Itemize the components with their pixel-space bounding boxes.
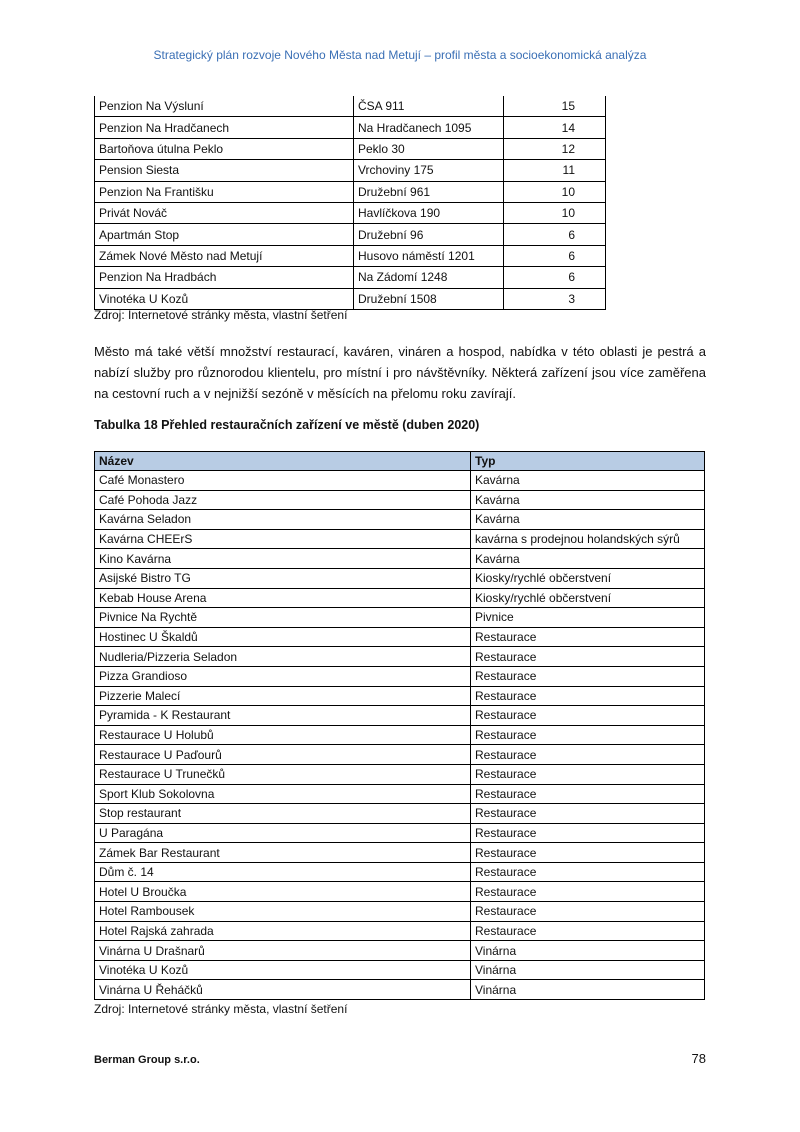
table-cell-name: Penzion Na Hradbách bbox=[95, 267, 354, 288]
page-number: 78 bbox=[691, 1051, 706, 1066]
table-row bbox=[95, 921, 705, 941]
table-cell-name: Café Pohoda Jazz bbox=[95, 490, 471, 510]
table-cell-type: Restaurace bbox=[471, 627, 705, 647]
table-cell-type: Kiosky/rychlé občerstvení bbox=[471, 588, 705, 608]
table-cell-type: Restaurace bbox=[471, 666, 705, 686]
table-cell-capacity: 12 bbox=[504, 138, 606, 159]
table-cell-name: Apartmán Stop bbox=[95, 224, 354, 245]
table-cell-name: Sport Klub Sokolovna bbox=[95, 784, 471, 804]
table-cell-type: Restaurace bbox=[471, 725, 705, 745]
table-row bbox=[95, 267, 606, 288]
table-cell-type: Vinárna bbox=[471, 941, 705, 961]
table-cell-name: Restaurace U Holubů bbox=[95, 725, 471, 745]
table-row bbox=[95, 764, 705, 784]
table-cell-name: Hotel Rambousek bbox=[95, 902, 471, 922]
table-cell-name: Vinotéka U Kozů bbox=[95, 960, 471, 980]
table-cell-name: Hotel Rajská zahrada bbox=[95, 921, 471, 941]
table-cell-type: Restaurace bbox=[471, 823, 705, 843]
table-cell-name: Dům č. 14 bbox=[95, 862, 471, 882]
table-row bbox=[95, 138, 606, 159]
table-cell-address: Družební 961 bbox=[354, 181, 504, 202]
table-row bbox=[95, 647, 705, 667]
table-cell-name: Kavárna CHEErS bbox=[95, 529, 471, 549]
table-cell-type: Vinárna bbox=[471, 960, 705, 980]
table-cell-name: Pension Siesta bbox=[95, 160, 354, 181]
table-row bbox=[95, 941, 705, 961]
table-cell-name: Pyramida - K Restaurant bbox=[95, 706, 471, 726]
table-cell-capacity: 10 bbox=[504, 202, 606, 223]
table-cell-name: Nudleria/Pizzeria Seladon bbox=[95, 647, 471, 667]
table-row bbox=[95, 980, 705, 1000]
table-cell-type: Restaurace bbox=[471, 862, 705, 882]
table-cell-type: Restaurace bbox=[471, 921, 705, 941]
table-cell-name: Hotel U Broučka bbox=[95, 882, 471, 902]
table-cell-type: Kavárna bbox=[471, 471, 705, 491]
table-row bbox=[95, 608, 705, 628]
table-row bbox=[95, 725, 705, 745]
table-row bbox=[95, 471, 705, 491]
footer-company: Berman Group s.r.o. bbox=[94, 1054, 200, 1066]
table-cell-name: Privát Nováč bbox=[95, 202, 354, 223]
table-row bbox=[95, 568, 705, 588]
table-cell-name: Café Monastero bbox=[95, 471, 471, 491]
column-header-name: Název bbox=[95, 452, 471, 471]
table-cell-name: Kebab House Arena bbox=[95, 588, 471, 608]
table-cell-name: Bartoňova útulna Peklo bbox=[95, 138, 354, 159]
table-caption: Tabulka 18 Přehled restauračních zařízení ve městě (duben 2020) bbox=[94, 418, 480, 432]
table-cell-type: Restaurace bbox=[471, 686, 705, 706]
table-row bbox=[95, 706, 705, 726]
table-row bbox=[95, 490, 705, 510]
page-header: Strategický plán rozvoje Nového Města nad Metují – profil města a socioekonomická analýza bbox=[153, 48, 647, 62]
table-cell-name: Pizza Grandioso bbox=[95, 666, 471, 686]
table-row bbox=[95, 666, 705, 686]
table-row bbox=[95, 745, 705, 765]
table-row bbox=[95, 510, 705, 530]
table-cell-type: Kavárna bbox=[471, 549, 705, 569]
table-cell-type: Kiosky/rychlé občerstvení bbox=[471, 568, 705, 588]
table-row bbox=[95, 686, 705, 706]
table-row bbox=[95, 843, 705, 863]
table-cell-name: Penzion Na Hradčanech bbox=[95, 117, 354, 138]
table-row bbox=[95, 549, 705, 569]
table-cell-name: Kavárna Seladon bbox=[95, 510, 471, 530]
table-cell-type: Kavárna bbox=[471, 490, 705, 510]
table-row bbox=[95, 160, 606, 181]
table-cell-name: U Paragána bbox=[95, 823, 471, 843]
table-row bbox=[95, 627, 705, 647]
table-row bbox=[95, 224, 606, 245]
table-cell-name: Vinárna U Drašnarů bbox=[95, 941, 471, 961]
table-row bbox=[95, 288, 606, 309]
table-row bbox=[95, 862, 705, 882]
table-cell-type: Restaurace bbox=[471, 784, 705, 804]
table-cell-capacity: 14 bbox=[504, 117, 606, 138]
table-row bbox=[95, 882, 705, 902]
table-cell-name: Vinotéka U Kozů bbox=[95, 288, 354, 309]
table-cell-name: Kino Kavárna bbox=[95, 549, 471, 569]
table-cell-address: Husovo náměstí 1201 bbox=[354, 245, 504, 266]
column-header-type: Typ bbox=[471, 452, 705, 471]
table-cell-name: Hostinec U Škaldů bbox=[95, 627, 471, 647]
table-cell-name: Penzion Na Výsluní bbox=[95, 96, 354, 117]
table-cell-capacity: 11 bbox=[504, 160, 606, 181]
table-cell-name: Stop restaurant bbox=[95, 804, 471, 824]
table-cell-address: Družební 96 bbox=[354, 224, 504, 245]
table-cell-address: Družební 1508 bbox=[354, 288, 504, 309]
table-row bbox=[95, 202, 606, 223]
table-cell-type: Pivnice bbox=[471, 608, 705, 628]
table-cell-type: Restaurace bbox=[471, 902, 705, 922]
table-cell-address: Na Zádomí 1248 bbox=[354, 267, 504, 288]
table-row bbox=[95, 117, 606, 138]
table-cell-type: Restaurace bbox=[471, 804, 705, 824]
table-row bbox=[95, 960, 705, 980]
table-cell-name: Penzion Na Františku bbox=[95, 181, 354, 202]
table-row bbox=[95, 823, 705, 843]
table-cell-capacity: 6 bbox=[504, 245, 606, 266]
table-cell-address: Na Hradčanech 1095 bbox=[354, 117, 504, 138]
table-header-row bbox=[95, 452, 705, 471]
table-cell-capacity: 6 bbox=[504, 224, 606, 245]
table-cell-capacity: 3 bbox=[504, 288, 606, 309]
table-cell-address: Peklo 30 bbox=[354, 138, 504, 159]
table-row bbox=[95, 784, 705, 804]
table-cell-type: kavárna s prodejnou holandských sýrů bbox=[471, 529, 705, 549]
table-cell-address: Havlíčkova 190 bbox=[354, 202, 504, 223]
table-cell-name: Vinárna U Řeháčků bbox=[95, 980, 471, 1000]
table-cell-type: Restaurace bbox=[471, 706, 705, 726]
source-note: Zdroj: Internetové stránky města, vlastní šetření bbox=[94, 1002, 348, 1016]
table-row bbox=[95, 588, 705, 608]
table-row bbox=[95, 902, 705, 922]
table-cell-type: Vinárna bbox=[471, 980, 705, 1000]
table-cell-name: Pivnice Na Rychtě bbox=[95, 608, 471, 628]
table-cell-type: Kavárna bbox=[471, 510, 705, 530]
table-row bbox=[95, 529, 705, 549]
table-row bbox=[95, 245, 606, 266]
table-row bbox=[95, 181, 606, 202]
accommodation-table bbox=[94, 96, 606, 310]
table-cell-type: Restaurace bbox=[471, 764, 705, 784]
restaurant-table bbox=[94, 451, 705, 1000]
table-cell-name: Restaurace U Paďourů bbox=[95, 745, 471, 765]
table-row bbox=[95, 804, 705, 824]
table-row bbox=[95, 96, 606, 117]
table-cell-capacity: 10 bbox=[504, 181, 606, 202]
table-cell-name: Zámek Bar Restaurant bbox=[95, 843, 471, 863]
table-cell-name: Pizzerie Malecí bbox=[95, 686, 471, 706]
table-cell-capacity: 6 bbox=[504, 267, 606, 288]
table-cell-capacity: 15 bbox=[504, 96, 606, 117]
table-cell-address: ČSA 911 bbox=[354, 96, 504, 117]
table-cell-type: Restaurace bbox=[471, 745, 705, 765]
table-cell-type: Restaurace bbox=[471, 647, 705, 667]
table-cell-address: Vrchoviny 175 bbox=[354, 160, 504, 181]
table-cell-type: Restaurace bbox=[471, 843, 705, 863]
table-cell-name: Asijské Bistro TG bbox=[95, 568, 471, 588]
source-note: Zdroj: Internetové stránky města, vlastní šetření bbox=[94, 308, 348, 322]
body-paragraph: Město má také větší množství restaurací, kaváren, vináren a hospod, nabídka v této oblasti je pestrá a nabízí služby pro různorodou klientelu, pro místní i pro návštěvníky. Některá zařízení jsou více zaměřena na cestovní ruch a v nejnižší sezóně v měsících na přelomu roku zavírají. bbox=[94, 344, 706, 401]
table-cell-name: Zámek Nové Město nad Metují bbox=[95, 245, 354, 266]
table-cell-type: Restaurace bbox=[471, 882, 705, 902]
table-cell-name: Restaurace U Trunečků bbox=[95, 764, 471, 784]
